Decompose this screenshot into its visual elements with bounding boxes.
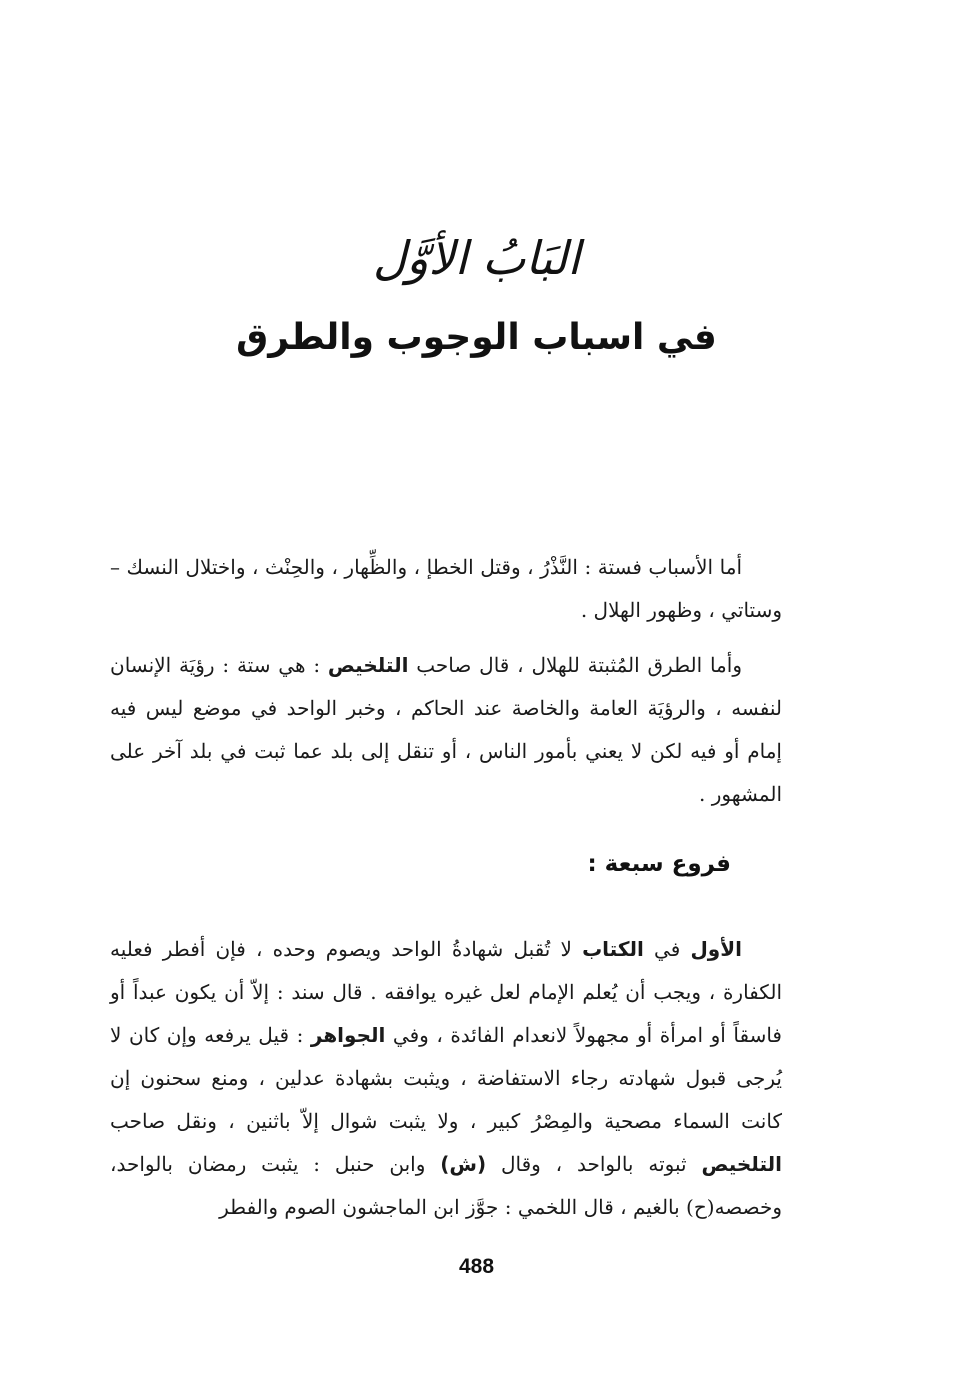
- text-run: ثبوته بالواحد ، وقال: [486, 1152, 702, 1176]
- book-reference: الجواهر: [310, 1023, 386, 1047]
- page-number: 488: [458, 1255, 495, 1278]
- section-heading: فروع سبعة :: [587, 851, 731, 877]
- chapter-subtitle: في اسباب الوجوب والطرق: [236, 317, 717, 358]
- book-reference: التلخيص: [327, 653, 409, 677]
- chapter-title: البَابُ الأوَّل: [372, 231, 581, 285]
- scholar-symbol: (ش): [440, 1152, 487, 1176]
- branch-label: الأول: [690, 937, 742, 961]
- book-reference: الكتاب: [582, 937, 644, 961]
- text-run: : قيل يرفعه وإن كان لا يُرجى قبول شهادته رجاء الاستفاضة ، ويثبت بشهادة عدلين ، ومنع سحنون إن كانت السماء مصحية والمِصْرُ كبير ، ولا يثبت شوال إلاّ باثنين ، ونقل صاحب: [110, 1023, 782, 1133]
- text-run: في: [643, 937, 691, 961]
- paragraph-first-branch: [110, 928, 782, 1229]
- text-run: وأما الطرق المُثبتة للهلال ، قال صاحب: [408, 653, 742, 677]
- text-run: : هي ستة : رؤيَة الإنسان لنفسه ، والرؤيَة العامة والخاصة عند الحاكم ، وخبر الواحد في موضع ليس فيه إمام أو فيه لكن لا يعني بأمور الناس ، أو تنقل إلى بلد عما ثبت في بلد آخر على المشهور .: [110, 653, 782, 806]
- paragraph-methods: [110, 644, 782, 816]
- text-run: لا تُقبل شهادةُ الواحد ويصوم وحده ، فإن أفطر فعليه الكفارة ، ويجب أن يُعلم الإمام لعل غيره يوافقه . قال سند : إلاّ أن يكون عبداً أو فاسقاً أو امرأة أو مجهولاً لانعدام الفائدة ، وفي: [110, 937, 782, 1047]
- paragraph-causes: أما الأسباب فستة : النَّذْرُ ، وقتل الخطإ ، والظِّهار ، والحِنْث ، واختلال النسك – وستاتي ، وظهور الهلال .: [110, 555, 782, 622]
- text-run: وابن حنبل : يثبت رمضان بالواحد، وخصصه(ح) بالغيم ، قال اللخمي : جوَّز ابن الماجشون الصوم والفطر: [110, 1152, 782, 1219]
- book-reference: التلخيص: [701, 1152, 782, 1176]
